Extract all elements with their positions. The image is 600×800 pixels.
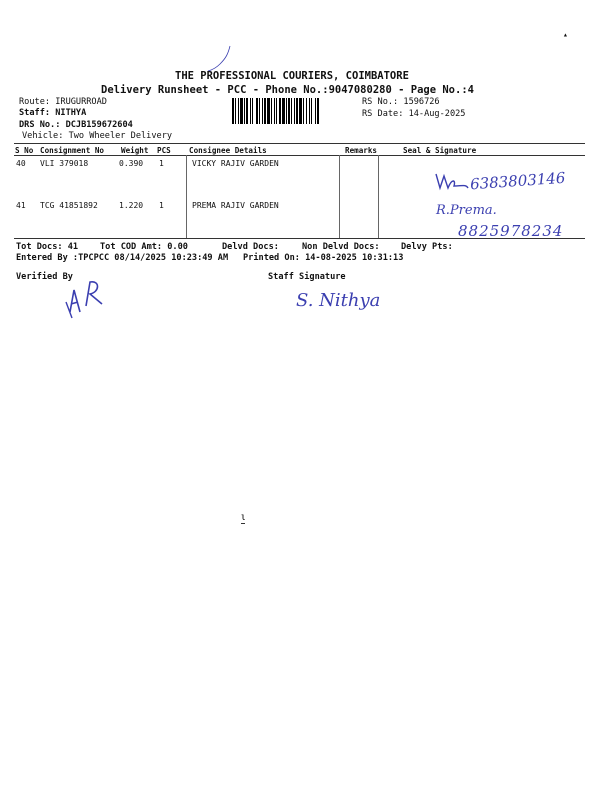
col-divider (186, 155, 187, 238)
col-header-consignee: Consignee Details (189, 146, 267, 155)
cell-consignment: VLI 379018 (40, 159, 89, 168)
tot-docs: Tot Docs: 41 (16, 242, 79, 252)
verified-by-label: Verified By (16, 272, 73, 282)
cell-consignee: PREMA RAJIV GARDEN (192, 201, 279, 210)
cell-consignee: VICKY RAJIV GARDEN (192, 159, 279, 168)
handwritten-phone-2: 8825978234 (458, 222, 564, 240)
col-header-sno: S No (15, 146, 34, 155)
col-header-consignment: Consignment No (40, 146, 105, 155)
rs-date: RS Date: 14-Aug-2025 (362, 109, 466, 119)
col-header-seal: Seal & Signature (403, 146, 477, 155)
cell-weight: 0.390 (119, 159, 144, 168)
stray-mark: ι (240, 512, 247, 523)
runsheet-subtitle: Delivery Runsheet - PCC - Phone No.:9047080280 - Page No.:4 (101, 84, 474, 96)
delvd-docs: Delvd Docs: (222, 242, 279, 252)
col-divider (378, 155, 379, 238)
col-header-remarks: Remarks (345, 146, 378, 155)
cell-weight: 1.220 (119, 201, 144, 210)
drs-number: DRS No.: DCJB159672604 (19, 120, 133, 130)
stray-mark-dash (241, 523, 245, 524)
staff-signature-label: Staff Signature (268, 272, 346, 282)
delvy-pts: Delvy Pts: (401, 242, 453, 252)
col-header-pcs: PCS (157, 146, 171, 155)
handwritten-signature-row-1 (432, 170, 472, 194)
table-header-rule (14, 155, 585, 156)
tot-cod: Tot COD Amt: 0.00 (100, 242, 188, 252)
verified-by-signature (60, 272, 110, 322)
rs-number: RS No.: 1596726 (362, 97, 440, 107)
handwritten-phone-1: 6383803146 (469, 168, 566, 194)
col-header-weight: Weight (121, 146, 149, 155)
non-delvd-docs: Non Delvd Docs: (302, 242, 380, 252)
staff-signature-handwritten: S. Nithya (296, 290, 381, 311)
cell-sno: 40 (16, 159, 26, 168)
staff-text: Staff: NITHYA (19, 108, 87, 118)
col-divider (339, 155, 340, 238)
barcode (232, 98, 356, 124)
table-top-rule (14, 143, 585, 144)
company-title: THE PROFESSIONAL COURIERS, COIMBATORE (175, 70, 409, 82)
cell-pcs: 1 (159, 201, 164, 210)
corner-mark: ▴ (563, 30, 568, 39)
cell-consignment: TCG 41851892 (40, 201, 98, 210)
cell-sno: 41 (16, 201, 26, 210)
handwritten-name-2: R.Prema. (436, 203, 497, 218)
cell-pcs: 1 (159, 159, 164, 168)
route-text: Route: IRUGURROAD (19, 97, 107, 107)
vehicle-text: Vehicle: Two Wheeler Delivery (22, 131, 173, 141)
entered-by: Entered By :TPCPCC 08/14/2025 10:23:49 AM (16, 253, 229, 263)
printed-on: Printed On: 14-08-2025 10:31:13 (243, 253, 404, 263)
